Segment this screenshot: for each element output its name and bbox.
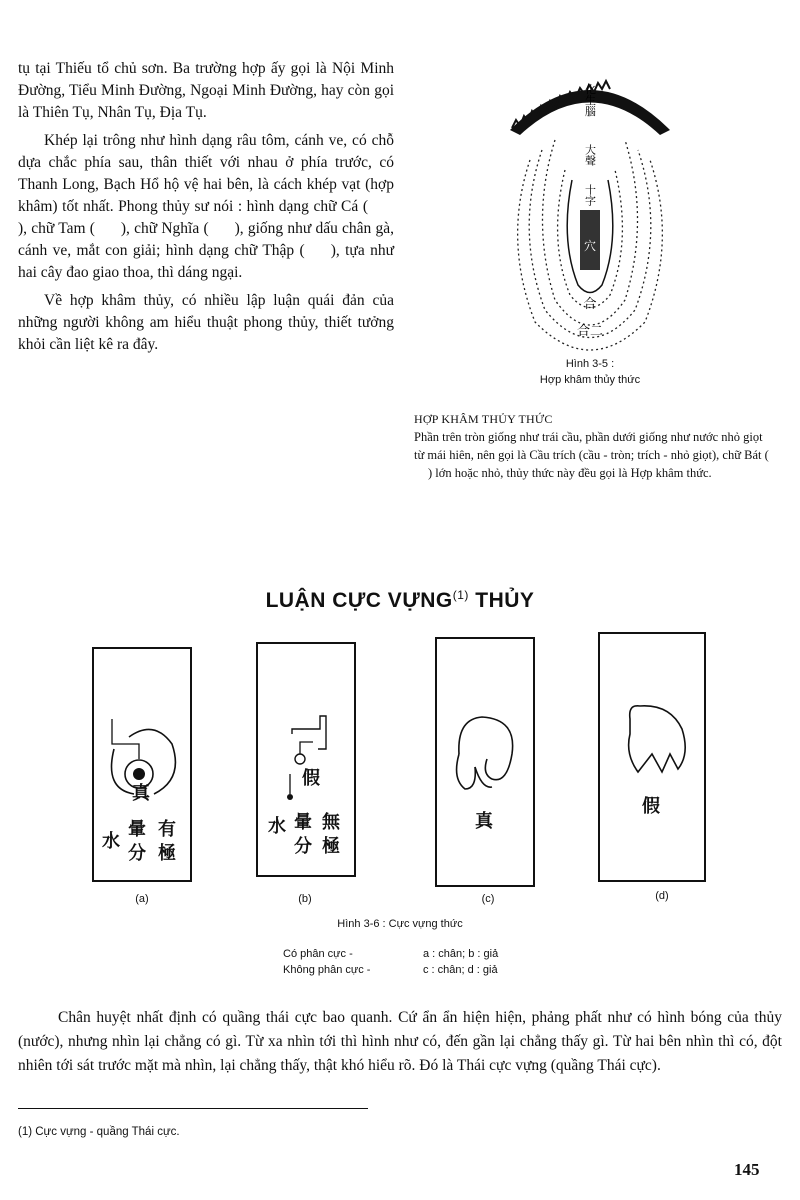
title-text: THỦY bbox=[468, 589, 535, 612]
panel-char: 暈 bbox=[294, 812, 312, 833]
panel-char: 分 bbox=[128, 843, 146, 864]
panel-b bbox=[256, 642, 356, 877]
legend-row bbox=[283, 962, 498, 978]
panel-char: 真 bbox=[132, 783, 150, 804]
panel-char: 無 bbox=[322, 812, 340, 833]
fig-label: 合 bbox=[583, 297, 597, 312]
footnote: (1) Cực vựng - quầng Thái cực. bbox=[18, 1126, 180, 1138]
legend-value: a : chân; b : giả bbox=[423, 948, 499, 960]
text-run: Khép lại trông như hình dạng râu tôm, cánh ve, có chỗ dựa chắc phía sau, thân thiết với nhau ở phía trước, có Thanh Long, Bạch Hổ hộ vệ hai bên, là cách khép vạt (hợp khâm) tốt nhất. Phong thủy sư nói : hình dạng chữ Cá ( bbox=[18, 132, 394, 215]
panel-char: 有 bbox=[158, 819, 176, 840]
text-run: Phần trên tròn giống như trái cầu, phần dưới giống như nước nhỏ giọt từ mái hiên, nên gọi là Cầu trích (cầu - tròn; trích - nhỏ giọt), chữ Bát ( bbox=[414, 430, 769, 462]
panel-d-drawing bbox=[600, 634, 704, 880]
caption-line: Hợp khâm thủy thức bbox=[539, 374, 641, 386]
panel-char: 極 bbox=[322, 836, 340, 857]
paragraph: Về hợp khâm thủy, có nhiều lập luận quái đản của những người không am hiểu thuật phong thủy, thiết tưởng khỏi cần liệt kê ra đây. bbox=[18, 292, 394, 353]
panel-char: 假 bbox=[642, 796, 660, 817]
description bbox=[414, 428, 774, 482]
figure-caption: Hình 3-6 : Cực vựng thức bbox=[337, 918, 463, 930]
section-title bbox=[0, 588, 800, 613]
text-run: ), chữ Tam ( bbox=[18, 220, 95, 237]
panel-c-drawing bbox=[437, 639, 533, 885]
hop-kham-description bbox=[414, 410, 774, 482]
panel-c bbox=[435, 637, 535, 887]
panel-char: 分 bbox=[294, 836, 312, 857]
fig-label: 化生腦 bbox=[583, 83, 597, 117]
paragraph bbox=[18, 130, 394, 284]
legend-key: Không phân cực - bbox=[283, 964, 371, 976]
figure-legend bbox=[283, 946, 498, 978]
panel-char: 水 bbox=[102, 831, 120, 852]
text-run: ), giống như dấu chân gà, cánh ve, mắt con giải; hình dạng chữ Thập ( bbox=[18, 220, 395, 259]
text-run: ) lớn hoặc nhỏ, thủy thức này đều gọi là Hợp khâm thức. bbox=[428, 466, 712, 480]
subheading: HỢP KHÂM THỦY THỨC bbox=[414, 412, 553, 426]
left-column-text bbox=[18, 58, 394, 362]
fig-label: 穴 bbox=[583, 239, 597, 253]
figure-caption bbox=[440, 356, 740, 388]
panel-label: (a) bbox=[135, 893, 149, 905]
footnote-divider bbox=[18, 1108, 368, 1109]
panel-label: (b) bbox=[298, 893, 312, 905]
panel-char: 假 bbox=[302, 768, 320, 789]
panel-label: (c) bbox=[481, 893, 495, 905]
panel-char: 水 bbox=[268, 816, 286, 837]
hop-kham-figure bbox=[500, 60, 680, 360]
title-text: LUẬN CỰC VỰNG bbox=[265, 589, 453, 612]
legend-value: c : chân; d : giả bbox=[423, 964, 498, 976]
panel-char: 真 bbox=[475, 811, 493, 832]
body-paragraph: Chân huyệt nhất định có quầng thái cực bao quanh. Cứ ẩn ẩn hiện hiện, phảng phất như có hình bóng của thủy (nước), nhưng nhìn lại chẳng có gì. Từ xa nhìn tới thì hình như có, đến gần lại chẳng thấy gì. Từ hai bên nhìn thì có, đột nhiên tới sát trước mặt mà nhìn, lại chẳng thấy, thật khó hiểu rõ. Đó là Thái cực vựng (quầng Thái cực). bbox=[18, 1009, 782, 1074]
paragraph: tụ tại Thiếu tổ chủ sơn. Ba trường hợp ấy gọi là Nội Minh Đường, Tiểu Minh Đường, Ngoại Minh Đường, hay còn gọi là Thiên Tụ, Nhân Tụ, Địa Tụ. bbox=[18, 60, 394, 121]
fig-label: 合二 bbox=[576, 324, 604, 339]
text-run: ), tựa như hai cây đao giao thoa, thì dáng ngại. bbox=[18, 242, 394, 281]
panel-label: (d) bbox=[655, 890, 669, 902]
legend-row bbox=[283, 946, 498, 962]
footnote-ref: (1) bbox=[452, 588, 469, 602]
page-number: 145 bbox=[734, 1160, 760, 1179]
panel-d bbox=[598, 632, 706, 882]
text-run: ), chữ Nghĩa ( bbox=[120, 220, 209, 237]
panel-char: 極 bbox=[158, 843, 176, 864]
fig-label: 大聲 bbox=[583, 144, 597, 166]
panel-a bbox=[92, 647, 192, 882]
fig-label: 十字 bbox=[583, 184, 597, 206]
caption-line: Hình 3-5 : bbox=[565, 358, 615, 370]
legend-key: Có phân cực - bbox=[283, 948, 353, 960]
panel-char: 暈 bbox=[128, 819, 146, 840]
